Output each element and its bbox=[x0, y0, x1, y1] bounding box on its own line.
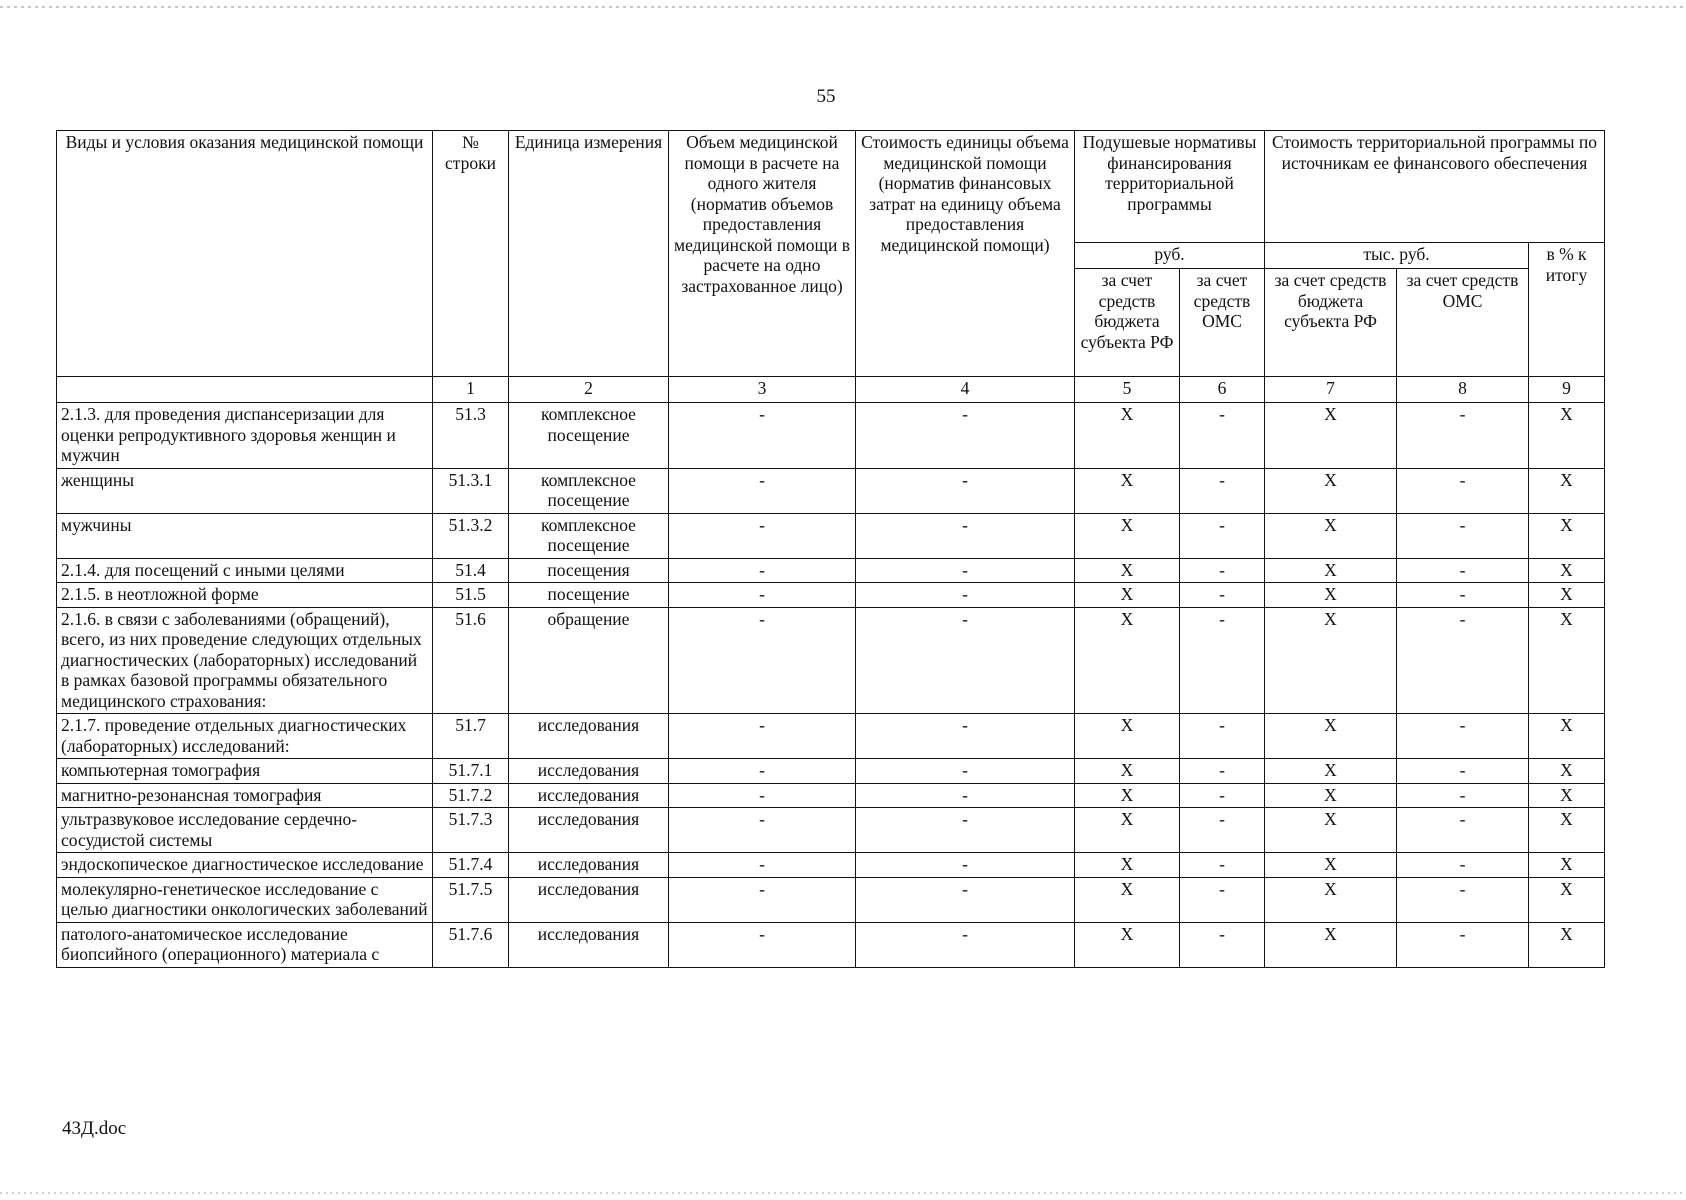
column-number: 7 bbox=[1265, 377, 1397, 403]
table-row bbox=[57, 783, 1605, 808]
row-unit: исследования bbox=[509, 922, 669, 967]
row-unit-cost: - bbox=[856, 468, 1075, 513]
column-number: 6 bbox=[1180, 377, 1265, 403]
row-oms-rub: - bbox=[1180, 403, 1265, 469]
row-line-number: 51.6 bbox=[433, 607, 509, 714]
row-volume: - bbox=[669, 808, 856, 853]
column-numbers-row bbox=[57, 377, 1605, 403]
header-row-1 bbox=[57, 131, 1605, 243]
scan-edge-top bbox=[0, 6, 1686, 8]
table-row bbox=[57, 468, 1605, 513]
row-unit-cost: - bbox=[856, 558, 1075, 583]
row-unit: исследования bbox=[509, 759, 669, 784]
row-percent-total: X bbox=[1529, 558, 1605, 583]
footer-filename: 43Д.doc bbox=[62, 1118, 127, 1139]
row-oms-thousand: - bbox=[1397, 783, 1529, 808]
header-unit-cost: Стоимость единицы объема медицинской помощи (норматив финансовых затрат на единицу объема предоставления медицинской помощи) bbox=[856, 131, 1075, 377]
row-percent-total: X bbox=[1529, 607, 1605, 714]
row-oms-thousand: - bbox=[1397, 513, 1529, 558]
row-budget-rub: X bbox=[1075, 468, 1180, 513]
row-oms-rub: - bbox=[1180, 808, 1265, 853]
row-oms-thousand: - bbox=[1397, 808, 1529, 853]
column-number: 9 bbox=[1529, 377, 1605, 403]
header-budget-rub: за счет средств бюджета субъекта РФ bbox=[1075, 269, 1180, 377]
row-oms-thousand: - bbox=[1397, 877, 1529, 922]
row-oms-rub: - bbox=[1180, 877, 1265, 922]
row-budget-rub: X bbox=[1075, 714, 1180, 759]
row-oms-thousand: - bbox=[1397, 759, 1529, 784]
row-name: 2.1.3. для проведения диспансеризации для оценки репродуктивного здоровья женщин и мужчин bbox=[57, 403, 433, 469]
row-oms-thousand: - bbox=[1397, 558, 1529, 583]
row-budget-thousand: X bbox=[1265, 607, 1397, 714]
row-unit-cost: - bbox=[856, 922, 1075, 967]
row-name: эндоскопическое диагностическое исследование bbox=[57, 853, 433, 878]
row-budget-thousand: X bbox=[1265, 583, 1397, 608]
row-budget-thousand: X bbox=[1265, 714, 1397, 759]
row-budget-rub: X bbox=[1075, 783, 1180, 808]
row-line-number: 51.7.2 bbox=[433, 783, 509, 808]
row-volume: - bbox=[669, 607, 856, 714]
row-oms-thousand: - bbox=[1397, 714, 1529, 759]
row-budget-thousand: X bbox=[1265, 513, 1397, 558]
row-percent-total: X bbox=[1529, 783, 1605, 808]
row-budget-rub: X bbox=[1075, 922, 1180, 967]
row-budget-thousand: X bbox=[1265, 558, 1397, 583]
table-row bbox=[57, 558, 1605, 583]
row-percent-total: X bbox=[1529, 808, 1605, 853]
row-oms-rub: - bbox=[1180, 759, 1265, 784]
table-row bbox=[57, 607, 1605, 714]
row-volume: - bbox=[669, 714, 856, 759]
row-line-number: 51.5 bbox=[433, 583, 509, 608]
header-percent-total: в % к итогу bbox=[1529, 243, 1605, 377]
table-row bbox=[57, 922, 1605, 967]
column-number: 2 bbox=[509, 377, 669, 403]
row-budget-thousand: X bbox=[1265, 759, 1397, 784]
row-name: ультразвуковое исследование сердечно-сосудистой системы bbox=[57, 808, 433, 853]
row-line-number: 51.7 bbox=[433, 714, 509, 759]
row-line-number: 51.3 bbox=[433, 403, 509, 469]
row-budget-thousand: X bbox=[1265, 877, 1397, 922]
row-unit: исследования bbox=[509, 877, 669, 922]
table-row bbox=[57, 877, 1605, 922]
row-oms-rub: - bbox=[1180, 583, 1265, 608]
row-oms-rub: - bbox=[1180, 714, 1265, 759]
row-budget-thousand: X bbox=[1265, 853, 1397, 878]
row-volume: - bbox=[669, 853, 856, 878]
header-oms-thousand: за счет средств ОМС bbox=[1397, 269, 1529, 377]
row-oms-rub: - bbox=[1180, 853, 1265, 878]
row-oms-thousand: - bbox=[1397, 853, 1529, 878]
row-budget-thousand: X bbox=[1265, 808, 1397, 853]
row-unit-cost: - bbox=[856, 759, 1075, 784]
row-unit: посещение bbox=[509, 583, 669, 608]
row-budget-rub: X bbox=[1075, 558, 1180, 583]
row-volume: - bbox=[669, 759, 856, 784]
row-percent-total: X bbox=[1529, 853, 1605, 878]
row-volume: - bbox=[669, 922, 856, 967]
row-oms-thousand: - bbox=[1397, 468, 1529, 513]
row-volume: - bbox=[669, 558, 856, 583]
row-volume: - bbox=[669, 468, 856, 513]
header-budget-thousand: за счет средств бюджета субъекта РФ bbox=[1265, 269, 1397, 377]
row-budget-rub: X bbox=[1075, 877, 1180, 922]
header-volume: Объем медицинской помощи в расчете на одного жителя (норматив объемов предоставления медицинской помощи в расчете на одно застрахованное лицо) bbox=[669, 131, 856, 377]
row-budget-rub: X bbox=[1075, 607, 1180, 714]
column-number: 3 bbox=[669, 377, 856, 403]
row-unit-cost: - bbox=[856, 877, 1075, 922]
row-budget-rub: X bbox=[1075, 403, 1180, 469]
row-budget-rub: X bbox=[1075, 583, 1180, 608]
row-percent-total: X bbox=[1529, 403, 1605, 469]
row-line-number: 51.7.1 bbox=[433, 759, 509, 784]
row-unit: исследования bbox=[509, 714, 669, 759]
row-name: 2.1.6. в связи с заболеваниями (обращений), всего, из них проведение следующих отдельных диагностических (лабораторных) исследований в рамках базовой программы обязательного медицинского страхования: bbox=[57, 607, 433, 714]
header-type: Виды и условия оказания медицинской помощи bbox=[57, 131, 433, 377]
row-oms-thousand: - bbox=[1397, 607, 1529, 714]
row-unit-cost: - bbox=[856, 714, 1075, 759]
column-number: 8 bbox=[1397, 377, 1529, 403]
row-volume: - bbox=[669, 783, 856, 808]
row-volume: - bbox=[669, 583, 856, 608]
row-budget-rub: X bbox=[1075, 853, 1180, 878]
row-name: магнитно-резонансная томография bbox=[57, 783, 433, 808]
row-oms-thousand: - bbox=[1397, 922, 1529, 967]
row-unit: посещения bbox=[509, 558, 669, 583]
table-row bbox=[57, 808, 1605, 853]
row-unit-cost: - bbox=[856, 607, 1075, 714]
header-program-cost-group: Стоимость территориальной программы по источникам ее финансового обеспечения bbox=[1265, 131, 1605, 243]
row-unit-cost: - bbox=[856, 403, 1075, 469]
row-name: 2.1.7. проведение отдельных диагностических (лабораторных) исследований: bbox=[57, 714, 433, 759]
row-oms-rub: - bbox=[1180, 922, 1265, 967]
financing-table bbox=[56, 130, 1605, 968]
column-number: 5 bbox=[1075, 377, 1180, 403]
row-percent-total: X bbox=[1529, 714, 1605, 759]
row-percent-total: X bbox=[1529, 468, 1605, 513]
row-oms-thousand: - bbox=[1397, 403, 1529, 469]
row-unit: комплексное посещение bbox=[509, 468, 669, 513]
row-name: мужчины bbox=[57, 513, 433, 558]
header-oms-rub: за счет средств ОМС bbox=[1180, 269, 1265, 377]
header-unit: Единица измерения bbox=[509, 131, 669, 377]
row-name: женщины bbox=[57, 468, 433, 513]
scan-edge-bottom bbox=[0, 1192, 1686, 1194]
row-oms-rub: - bbox=[1180, 607, 1265, 714]
table-row bbox=[57, 583, 1605, 608]
row-oms-rub: - bbox=[1180, 513, 1265, 558]
row-percent-total: X bbox=[1529, 513, 1605, 558]
row-budget-rub: X bbox=[1075, 808, 1180, 853]
row-budget-rub: X bbox=[1075, 759, 1180, 784]
row-volume: - bbox=[669, 403, 856, 469]
row-unit-cost: - bbox=[856, 853, 1075, 878]
row-name: 2.1.4. для посещений с иными целями bbox=[57, 558, 433, 583]
row-unit-cost: - bbox=[856, 513, 1075, 558]
row-line-number: 51.7.4 bbox=[433, 853, 509, 878]
row-line-number: 51.4 bbox=[433, 558, 509, 583]
row-line-number: 51.7.3 bbox=[433, 808, 509, 853]
row-volume: - bbox=[669, 513, 856, 558]
table-row bbox=[57, 853, 1605, 878]
row-percent-total: X bbox=[1529, 922, 1605, 967]
row-unit: комплексное посещение bbox=[509, 403, 669, 469]
table-row bbox=[57, 759, 1605, 784]
row-unit: исследования bbox=[509, 808, 669, 853]
row-budget-rub: X bbox=[1075, 513, 1180, 558]
row-oms-thousand: - bbox=[1397, 583, 1529, 608]
row-budget-thousand: X bbox=[1265, 922, 1397, 967]
header-unit-thousand-rub: тыс. руб. bbox=[1265, 243, 1529, 269]
row-percent-total: X bbox=[1529, 583, 1605, 608]
table-body bbox=[57, 403, 1605, 968]
row-name: 2.1.5. в неотложной форме bbox=[57, 583, 433, 608]
row-oms-rub: - bbox=[1180, 558, 1265, 583]
row-budget-thousand: X bbox=[1265, 403, 1397, 469]
row-line-number: 51.7.5 bbox=[433, 877, 509, 922]
column-number-blank bbox=[57, 377, 433, 403]
row-oms-rub: - bbox=[1180, 783, 1265, 808]
header-percapita-group: Подушевые нормативы финансирования территориальной программы bbox=[1075, 131, 1265, 243]
row-name: компьютерная томография bbox=[57, 759, 433, 784]
row-budget-thousand: X bbox=[1265, 783, 1397, 808]
column-number: 1 bbox=[433, 377, 509, 403]
table-row bbox=[57, 513, 1605, 558]
row-unit: исследования bbox=[509, 783, 669, 808]
row-name: молекулярно-генетическое исследование с целью диагностики онкологических заболеваний bbox=[57, 877, 433, 922]
row-name: патолого-анатомическое исследование биопсийного (операционного) материала с bbox=[57, 922, 433, 967]
row-unit-cost: - bbox=[856, 583, 1075, 608]
row-unit-cost: - bbox=[856, 808, 1075, 853]
header-unit-rub: руб. bbox=[1075, 243, 1265, 269]
row-unit: обращение bbox=[509, 607, 669, 714]
table-row bbox=[57, 403, 1605, 469]
row-unit-cost: - bbox=[856, 783, 1075, 808]
row-line-number: 51.3.2 bbox=[433, 513, 509, 558]
row-unit: комплексное посещение bbox=[509, 513, 669, 558]
row-budget-thousand: X bbox=[1265, 468, 1397, 513]
page-number: 55 bbox=[816, 86, 836, 107]
row-percent-total: X bbox=[1529, 759, 1605, 784]
row-unit: исследования bbox=[509, 853, 669, 878]
row-oms-rub: - bbox=[1180, 468, 1265, 513]
header-line-number: № строки bbox=[433, 131, 509, 377]
row-percent-total: X bbox=[1529, 877, 1605, 922]
row-volume: - bbox=[669, 877, 856, 922]
row-line-number: 51.3.1 bbox=[433, 468, 509, 513]
row-line-number: 51.7.6 bbox=[433, 922, 509, 967]
column-number: 4 bbox=[856, 377, 1075, 403]
table-row bbox=[57, 714, 1605, 759]
